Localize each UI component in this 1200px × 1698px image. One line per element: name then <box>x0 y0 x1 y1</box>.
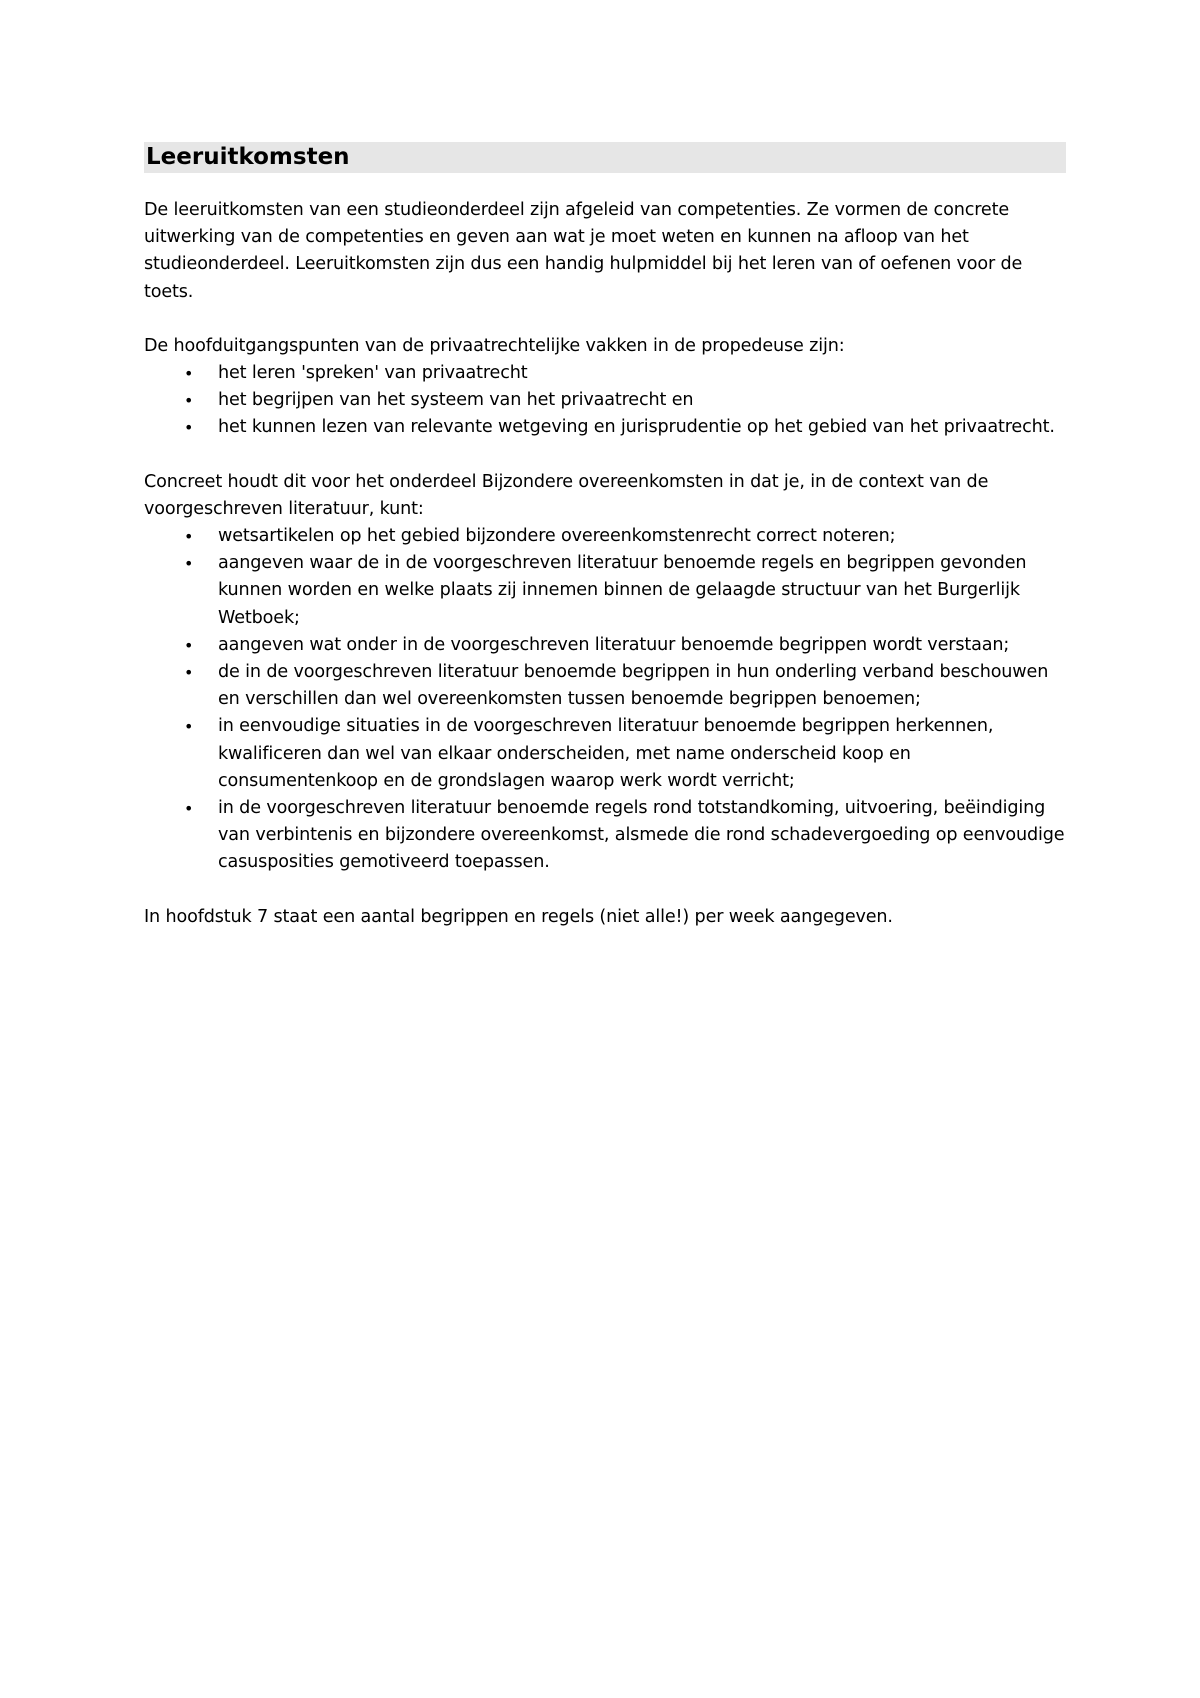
outcomes-list <box>144 523 1066 877</box>
list-item: • het begrijpen van het systeem van het privaatrecht en <box>144 387 1066 414</box>
concrete-intro: Concreet houdt dit voor het onderdeel Bijzondere overeenkomsten in dat je, in de context van de voorgeschreven literatuur, kunt: <box>144 471 989 519</box>
document-page <box>144 142 1066 931</box>
principles-intro: De hoofduitgangspunten van de privaatrechtelijke vakken in de propedeuse zijn: <box>144 335 845 356</box>
bullet-icon: • <box>184 799 194 819</box>
bullet-icon: • <box>184 391 194 411</box>
bullet-icon: • <box>184 635 194 655</box>
bullet-icon: • <box>184 554 194 574</box>
principles-list <box>144 360 1066 442</box>
list-item: • aangeven waar de in de voorgeschreven literatuur benoemde regels en begrippen gevonden kunnen worden en welke plaats zij innemen binnen de gelaagde structuur van het Burgerlijk Wetboek; <box>144 550 1066 632</box>
bullet-icon: • <box>184 418 194 438</box>
list-item: • wetsartikelen op het gebied bijzondere overeenkomstenrecht correct noteren; <box>144 523 1066 550</box>
list-item: • het leren 'spreken' van privaatrecht <box>144 360 1066 387</box>
bullet-icon: • <box>184 717 194 737</box>
bullet-icon: • <box>184 663 194 683</box>
bullet-icon: • <box>184 527 194 547</box>
closing-paragraph: In hoofdstuk 7 staat een aantal begrippen en regels (niet alle!) per week aangegeven. <box>144 906 893 927</box>
list-item: • in eenvoudige situaties in de voorgeschreven literatuur benoemde begrippen herkennen, kwalificeren dan wel van elkaar onderscheiden, met name onderscheid koop en consumentenkoop en de grondslagen waarop werk wordt verricht; <box>144 713 1066 795</box>
list-item: • de in de voorgeschreven literatuur benoemde begrippen in hun onderling verband beschouwen en verschillen dan wel overeenkomsten tussen benoemde begrippen benoemen; <box>144 659 1066 713</box>
intro-paragraph: De leeruitkomsten van een studieonderdeel zijn afgeleid van competenties. Ze vormen de concrete uitwerking van de competenties en geven aan wat je moet weten en kunnen na afloop van het studieonderdeel. Leeruitkomsten zijn dus een handig hulpmiddel bij het leren van of oefenen voor de toets. <box>144 200 1023 302</box>
list-item: • aangeven wat onder in de voorgeschreven literatuur benoemde begrippen wordt verstaan; <box>144 632 1066 659</box>
list-item: • het kunnen lezen van relevante wetgeving en jurisprudentie op het gebied van het privaatrecht. <box>144 414 1066 441</box>
list-item: • in de voorgeschreven literatuur benoemde regels rond totstandkoming, uitvoering, beëindiging van verbintenis en bijzondere overeenkomst, alsmede die rond schadevergoeding op eenvoudige casusposities gemotiveerd toepassen. <box>144 795 1066 877</box>
bullet-icon: • <box>184 364 194 384</box>
section-heading: Leeruitkomsten <box>144 142 1066 173</box>
